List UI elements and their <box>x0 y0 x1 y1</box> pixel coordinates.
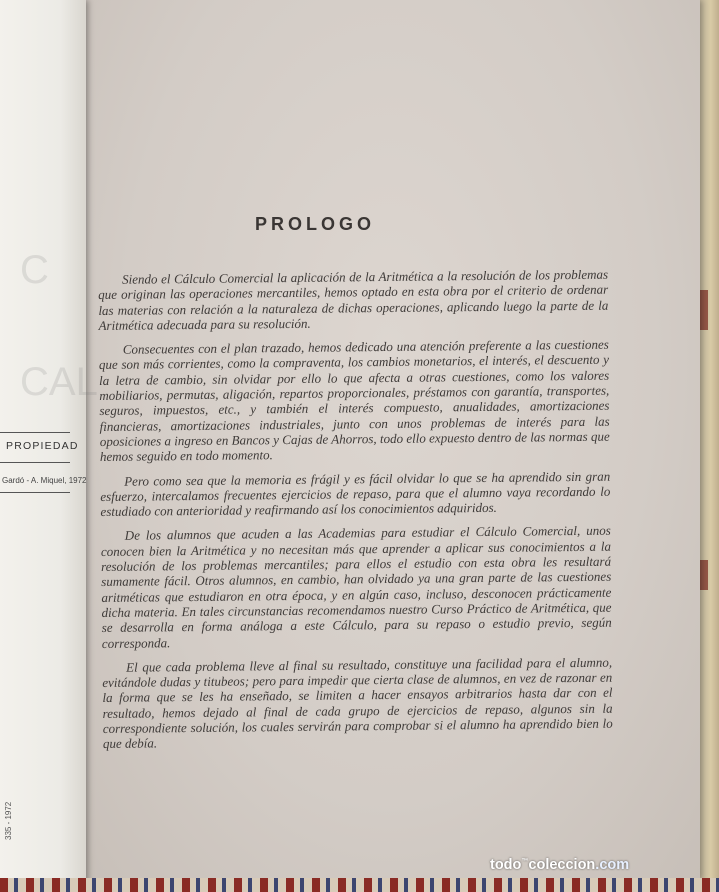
ghost-letter: CAL <box>20 360 98 404</box>
watermark-part-c: .com <box>595 857 630 873</box>
prologue-body <box>98 267 613 761</box>
propiedad-label: PROPIEDAD <box>6 440 79 452</box>
watermark <box>490 857 629 873</box>
catalog-number: 335 - 1972 <box>4 801 13 840</box>
rule-middle <box>0 462 70 463</box>
left-facing-page <box>0 0 98 892</box>
rule-bottom <box>0 492 70 493</box>
paragraph-1: Siendo el Cálculo Comercial la aplicación de la Aritmética a la resolución de los problemas que originan las operaciones mercantiles, hemos optado en esta obra por el criterio de ordenar las materias con relación a la naturaleza de dichas operaciones, aplicando luego la parte de la Aritmética adecuada para su resolución. <box>98 266 609 333</box>
bottom-cloth-strip <box>0 878 719 892</box>
rule-top <box>0 432 70 433</box>
paragraph-2: Consecuentes con el plan trazado, hemos dedicado una atención preferente a las cuestiones que son más corrientes, como la compraventa, los cambios monetarios, el interés, el descuento y la letra de cambio, sin olvidar por ello lo que afecta a otras cuestiones, como los valores mobiliarios, permutas, aligación, repartos proporcionales, préstamos con garantía, transportes, seguros, impuestos, etc., y también el interés compuesto, anualidades, amortizaciones financieras, amortizaciones industriales, junto con unos problemas de interés para las oposiciones a ingreso en Bancos y Cajas de Ahorros, todo ello expuesto dentro de las normas que hemos seguido en todo momento. <box>98 336 610 465</box>
watermark-tm: ™ <box>521 858 529 866</box>
paragraph-5: El que cada problema lleve al final su resultado, constituye una facilidad para el alumno, evitándole dudas y titubeos; pero para impedir que cierta clase de alumnos, en vez de razonar en la forma que se les ha enseñado, se limiten a hacer ensayos arbitrarios hasta dar con el resultado, hemos dejado al final de cada grupo de ejercicios de repaso, algunos sin la correspondiente solución, los cuales servirán para comprobar si el alumno ha aprendido bien lo que debía. <box>102 654 613 752</box>
copyright-label: Gardó - A. Miquel, 1972 <box>2 476 87 485</box>
paragraph-3: Pero como sea que la memoria es frágil y es fácil olvidar lo que se ha aprendido sin gran esfuerzo, intercalamos frecuentes ejercicios de repaso, para que el alumno vaya recordando lo estudiado con anterioridad y reafirmando así los conocimientos adquiridos. <box>100 468 611 520</box>
paragraph-4: De los alumnos que acuden a las Academias para estudiar el Cálculo Comercial, unos conocen bien la Aritmética y no necesitan más que aprender a aplicar sus conocimientos a la resolución de los problemas mercantiles; para ellos el estudio con esta obra les resultará sumamente fácil. Otros alumnos, en cambio, han olvidado ya una gran parte de las cuestiones aritméticas que estudiaron en otra época, y en algún caso, incluso, desconocen prácticamente dicha materia. En tales circunstancias recomendamos nuestro Curso Práctico de Aritmética, que se desarrolla en forma análoga a este Cálculo, para su repaso o estudio previo, según corresponda. <box>100 523 612 651</box>
page-title: PROLOGO <box>255 214 376 234</box>
ghost-letter: C <box>20 248 49 292</box>
watermark-part-a: todo <box>490 857 522 873</box>
watermark-part-b: coleccion <box>528 857 596 873</box>
